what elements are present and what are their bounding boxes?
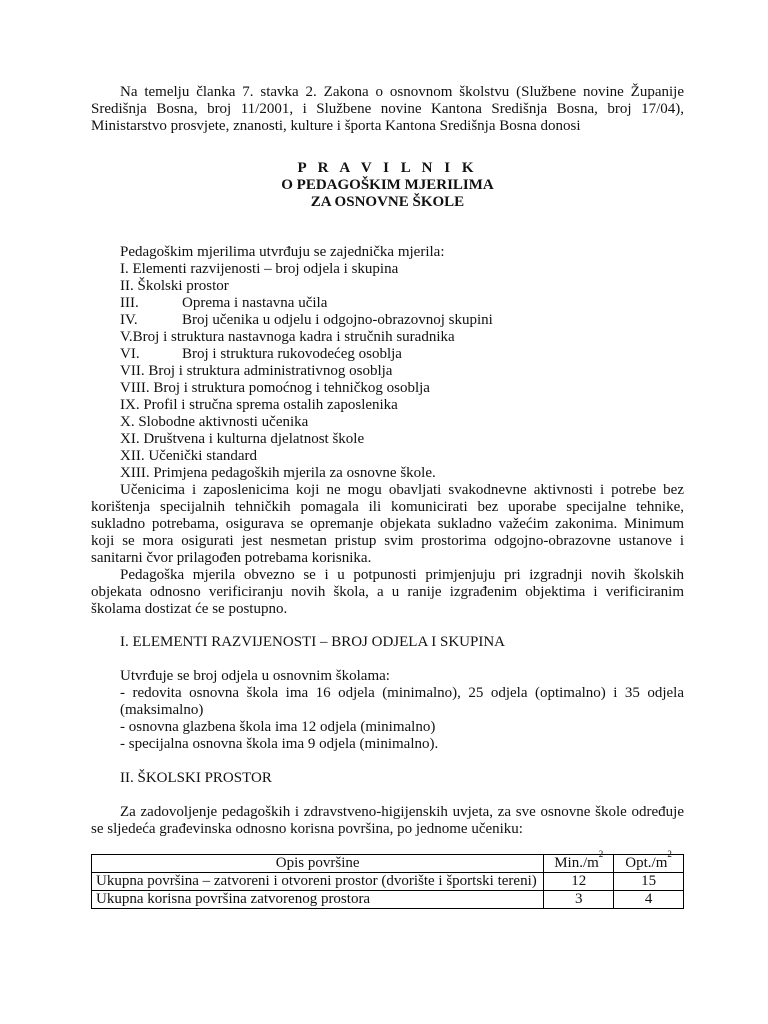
table-cell-opis: Ukupna korisna površina zatvorenog prostora [92,891,544,909]
col-header-opis: Opis površine [92,855,544,873]
list-item: XI. Društvena i kulturna djelatnost škole [120,431,365,447]
list-item: VII. Broj i struktura administrativnog osoblja [120,363,393,379]
title-line-1: P R A V I L N I K [297,160,478,176]
table-cell-min: 12 [544,873,614,891]
area-table [91,849,684,909]
table-cell-min: 3 [544,891,614,909]
title-line-2: O PEDAGOŠKIM MJERILIMA [281,177,494,193]
section1-item-1: - redovita osnovna škola ima 16 odjela (minimalno), 25 odjela (optimalno) i 35 odjela (maksimalno) [120,685,684,718]
list-item: IV. Broj učenika u odjelu i odgojno-obrazovnoj skupini [120,312,493,328]
section1-lead: Utvrđuje se broj odjela u osnovnim školama: [120,668,390,684]
table-row [92,891,684,909]
list-item: II. Školski prostor [120,278,229,294]
table-header-row [92,855,684,873]
list-item: VIII. Broj i struktura pomoćnog i tehničkog osoblja [120,380,430,396]
section1-item-2: - osnovna glazbena škola ima 12 odjela (minimalno) [120,719,436,735]
list-item: V.Broj i struktura nastavnoga kadra i stručnih suradnika [120,329,455,345]
section2-paragraph: Za zadovoljenje pedagoških i zdravstveno-higijenskih uvjeta, za sve osnovne škole određuje se sljedeća građevinska odnosno korisna površina, po jednome učeniku: [91,804,684,837]
section1-item-3: - specijalna osnovna škola ima 9 odjela (minimalno). [120,736,439,752]
list-item: I. Elementi razvijenosti – broj odjela i skupina [120,261,399,277]
table-cell-opt: 15 [614,873,684,891]
title-line-3: ZA OSNOVNE ŠKOLE [310,194,465,210]
list-item: III. Oprema i nastavna učila [120,295,328,311]
list-item: VI. Broj i struktura rukovodećeg osoblja [120,346,402,362]
intro-paragraph: Na temelju članka 7. stavka 2. Zakona o osnovnom školstvu (Službene novine Županije Središnja Bosna, broj 11/2001, i Službene novine Kantona Središnja Bosna, broj 17/04), Ministarstvo prosvjete, znanosti, kulture i športa Kantona Središnja Bosna donosi [91,84,684,134]
section-heading-2: II. ŠKOLSKI PROSTOR [120,770,272,786]
section-heading-1: I. ELEMENTI RAZVIJENOSTI – BROJ ODJELA I SKUPINA [120,634,505,650]
document-title [91,160,684,211]
accessibility-paragraph: Učenicima i zaposlenicima koji ne mogu obavljati svakodnevne aktivnosti i potrebe bez korištenja specijalnih tehničkih pomagala ili komunicirati bez uporabe specijalne tehnike, sukladno potrebama, osigurava se opremanje objekata sukladno važećim zakonima. Minimum koji se mora osigurati jest nesmetan pristup svim prostorima odgojno-obrazovne ustanove i sanitarni čvor prilagođen potrebama korisnika. [91,482,684,566]
list-item: IX. Profil i stručna sprema ostalih zaposlenika [120,397,398,413]
table-cell-opis: Ukupna površina – zatvoreni i otvoreni prostor (dvorište i športski tereni) [92,873,544,891]
application-paragraph: Pedagoška mjerila obvezno se i u potpunosti primjenjuju pri izgradnji novih školskih objekata odnosno verificiranju novih škola, a u ranije izgrađenim objektima i verificiranim školama dostizat će se postupno. [91,567,684,617]
col-header-min: $Min./m^2$ [544,855,614,873]
criteria-section [91,244,684,618]
document-page [91,84,684,909]
list-item: XII. Učenički standard [120,448,258,464]
list-item: XIII. Primjena pedagoških mjerila za osnovne škole. [120,465,436,481]
table-cell-opt: 4 [614,891,684,909]
table-row [92,873,684,891]
list-item: X. Slobodne aktivnosti učenika [120,414,309,430]
criteria-lead: Pedagoškim mjerilima utvrđuju se zajednička mjerila: [120,244,445,260]
col-header-opt: $Opt./m^2$ [614,855,684,873]
